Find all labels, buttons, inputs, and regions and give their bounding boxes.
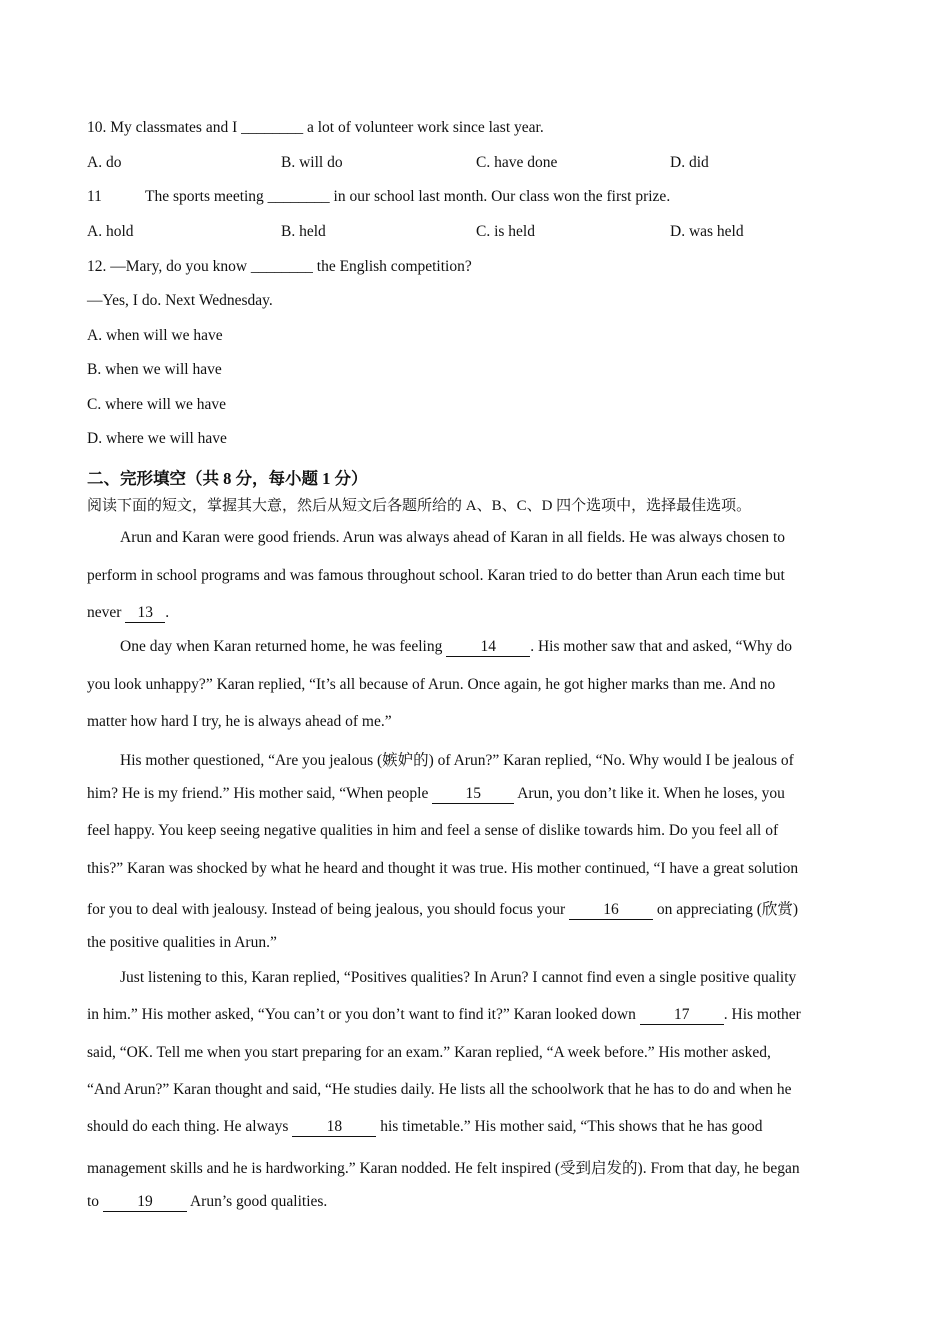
section-instruction: 阅读下面的短文，掌握其大意，然后从短文后各题所给的 A、B、C、D 四个选项中，选择最佳选项。 [87, 498, 752, 514]
q11-number: 11 [87, 188, 102, 205]
blank-15[interactable]: 15 [432, 786, 514, 804]
passage-line: to 19 Arun’s good qualities. [87, 1193, 328, 1210]
passage-line: Arun and Karan were good friends. Arun was always ahead of Karan in all fields. He was always chosen to [120, 529, 785, 546]
passage-line: you look unhappy?” Karan replied, “It’s all because of Arun. Once again, he got higher marks than me. And no [87, 676, 776, 693]
blank-13[interactable]: 13 [125, 605, 165, 623]
blank-14[interactable]: 14 [446, 639, 530, 657]
passage-line: One day when Karan returned home, he was feeling 14 . His mother saw that and asked, “Why do [120, 638, 792, 655]
passage-line: “And Arun?” Karan thought and said, “He studies daily. He lists all the schoolwork that he has to do and when he [87, 1081, 792, 1098]
q12-reply: —Yes, I do. Next Wednesday. [87, 292, 273, 309]
blank-19[interactable]: 19 [103, 1194, 187, 1212]
q10-option-c[interactable]: C. have done [476, 154, 558, 171]
q10-option-b[interactable]: B. will do [281, 154, 343, 171]
q12-option-c[interactable]: C. where will we have [87, 396, 227, 413]
passage-line: this?” Karan was shocked by what he heard and thought it was true. His mother continued, “I have a great solution [87, 860, 799, 877]
q11-stem: The sports meeting ________ in our school last month. Our class won the first prize. [145, 188, 671, 205]
q12-option-a[interactable]: A. when will we have [87, 327, 223, 344]
blank-18[interactable]: 18 [292, 1119, 376, 1137]
q11-option-d[interactable]: D. was held [670, 223, 744, 240]
q11-option-a[interactable]: A. hold [87, 223, 134, 240]
passage-line: should do each thing. He always 18 his timetable.” His mother said, “This shows that he has good [87, 1118, 763, 1135]
passage-line: said, “OK. Tell me when you start preparing for an exam.” Karan replied, “A week before.” His mother asked, [87, 1044, 771, 1061]
q12-option-b[interactable]: B. when we will have [87, 361, 222, 378]
q10-stem: 10. My classmates and I ________ a lot of volunteer work since last year. [87, 119, 544, 136]
passage-line: perform in school programs and was famous throughout school. Karan tried to do better than Arun each time but [87, 567, 785, 584]
q12-stem: 12. —Mary, do you know ________ the English competition? [87, 258, 472, 275]
passage-line: management skills and he is hardworking.” Karan nodded. He felt inspired (受到启发的). From that day, he began [87, 1160, 800, 1177]
q11-option-b[interactable]: B. held [281, 223, 326, 240]
passage-line: His mother questioned, “Are you jealous (嫉妒的) of Arun?” Karan replied, “No. Why would I be jealous of [120, 752, 794, 769]
passage-line: for you to deal with jealousy. Instead of being jealous, you should focus your 16 on appreciating (欣赏) [87, 901, 799, 918]
q12-option-d[interactable]: D. where we will have [87, 430, 227, 447]
passage-line: the positive qualities in Arun.” [87, 934, 277, 951]
passage-line: matter how hard I try, he is always ahead of me.” [87, 713, 392, 730]
q10-option-a[interactable]: A. do [87, 154, 122, 171]
passage-line: Just listening to this, Karan replied, “Positives qualities? In Arun? I cannot find even a single positive quality [120, 969, 797, 986]
passage-line: him? He is my friend.” His mother said, “When people 15 Arun, you don’t like it. When he loses, you [87, 785, 785, 802]
blank-16[interactable]: 16 [569, 902, 653, 920]
blank-17[interactable]: 17 [640, 1007, 724, 1025]
q11-option-c[interactable]: C. is held [476, 223, 535, 240]
passage-line: feel happy. You keep seeing negative qualities in him and feel a sense of dislike towards him. Do you feel all of [87, 822, 779, 839]
passage-line: never 13 . [87, 604, 170, 621]
section-title: 二、完形填空（共 8 分，每小题 1 分） [87, 469, 368, 488]
passage-line: in him.” His mother asked, “You can’t or you don’t want to find it?” Karan looked down 17 . His mother [87, 1006, 801, 1023]
q10-option-d[interactable]: D. did [670, 154, 709, 171]
